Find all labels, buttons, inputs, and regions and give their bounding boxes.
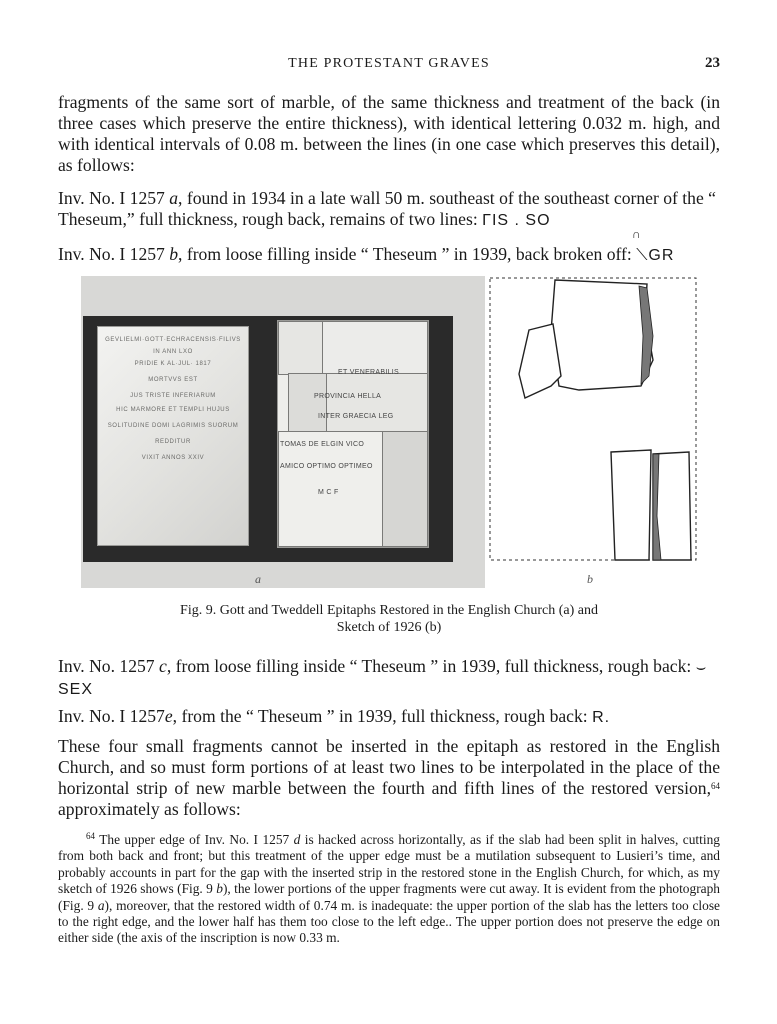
slab-a-line: PRIDIE K AL·JUL· 1817 bbox=[134, 361, 212, 367]
slab-b-line: PROVINCIA HELLA bbox=[314, 393, 382, 400]
inv-b-letter: b bbox=[169, 244, 179, 264]
footnote-number: 64 bbox=[86, 831, 95, 841]
caption-line-1: Fig. 9. Gott and Tweddell Epitaphs Restored in the English Church (a) and bbox=[180, 603, 598, 618]
slab-a-line: VIXIT ANNOS XXIV bbox=[141, 455, 205, 461]
footnote-text: is hacked across horizontally, as if the slab had been split in halves, cutting from both back and front; but this treatment of the upper edge must be a mutilation subsequent to Lusieri’s time, and probably accounts in part for the gap with the inserted strip in the restored stone in the English Church, for which, as my sketch of 1926 shows (Fig. 9 bbox=[58, 832, 720, 897]
sketch-left-fragment bbox=[519, 324, 561, 398]
inv-a-inscription: ΓIS . SO bbox=[482, 212, 551, 229]
slab-b-line: AMICO OPTIMO OPTIMEO bbox=[280, 463, 373, 470]
slab-b-line: INTER GRAECIA LEG bbox=[318, 413, 394, 420]
slab-a-line: SOLITUDINE DOMI LAGRIMIS SUORUM bbox=[107, 423, 239, 429]
footnote-ref: 64 bbox=[711, 781, 720, 791]
slab-a-line: REDDITUR bbox=[155, 439, 191, 445]
inv-e-letter: e bbox=[164, 706, 173, 726]
slab-b-line: TOMAS DE ELGIN VICO bbox=[280, 441, 365, 448]
footnote-text: The upper edge of Inv. No. I 1257 bbox=[95, 832, 294, 847]
inv-b-prefix: Inv. No. I 1257 bbox=[58, 244, 170, 264]
footnote-letter: b bbox=[216, 881, 223, 897]
inv-a-letter: a bbox=[169, 188, 179, 208]
slab-fragment bbox=[326, 373, 428, 433]
figure-9 bbox=[81, 276, 697, 588]
inv-b-inscription: ⟍GR bbox=[636, 247, 675, 264]
slab-b-line: ET VENERABILIS bbox=[338, 369, 399, 376]
footnote-text: ), moreover, that the restored width of 0.74 m. is inadequate: the upper portion of the slab has the letters too close to the right edge, and the lower half has them too close to the left edge.. The upper portion does not preserve the edge on either side (the axis of the inscription is now 0.33 m. bbox=[58, 897, 720, 946]
inv-a-text: , found in 1934 in a late wall 50 m. southeast of the southeast corner of the “ Theseum,” full thickness, rough back, remains of two lines: bbox=[58, 188, 716, 229]
slab-b-line: M C F bbox=[318, 489, 339, 496]
figure-label-b: b bbox=[587, 572, 593, 586]
slab-a-line: MORTVVS EST bbox=[148, 377, 198, 383]
inv-e-inscription: R. bbox=[592, 709, 611, 726]
fragments-paragraph bbox=[58, 736, 720, 820]
inv-a-prefix: Inv. No. I 1257 bbox=[58, 188, 170, 208]
inv-a-mark: ∩ bbox=[632, 227, 641, 241]
inv-e-prefix: Inv. No. I 1257 bbox=[58, 706, 165, 726]
inv-c-letter: c bbox=[159, 656, 167, 676]
fragments-text: These four small fragments cannot be inserted in the epitaph as restored in the English Church, and so must form portions of at least two lines to be interpolated in the place of the horizontal strip of new marble between the fourth and fifth lines of the restored version, bbox=[58, 736, 720, 798]
footnote-text: ), the lower portions of the upper fragments were cut away. It is evident from the photograph (Fig. 9 bbox=[58, 881, 720, 913]
intro-text: fragments of the same sort of marble, of the same thickness and treatment of the back (in three cases which preserve the entire thickness), with identical lettering 0.032 m. high, and with identical intervals of 0.08 m. between the lines (in one case which preserves this detail), as follows: bbox=[58, 92, 720, 175]
slab-fragment bbox=[322, 321, 428, 375]
page-number: 23 bbox=[705, 55, 720, 71]
footnote-letter: d bbox=[293, 832, 301, 847]
figure-label-a: a bbox=[255, 572, 261, 586]
inventory-entry-a bbox=[58, 188, 720, 241]
slab-fragment bbox=[278, 321, 324, 375]
footnote-64 bbox=[58, 832, 720, 947]
fragments-tail: approximately as follows: bbox=[58, 799, 241, 819]
inv-c-inscription: ⌣ SEX bbox=[58, 659, 708, 698]
slab-a-line: GEVLIELMI·GOTT·ECHRACENSIS·FILIVS bbox=[105, 337, 241, 343]
inventory-entry-b bbox=[58, 244, 720, 266]
epitaph-photograph bbox=[81, 276, 485, 588]
inv-c-prefix: Inv. No. 1257 bbox=[58, 656, 159, 676]
sketch-of-1926 bbox=[489, 276, 697, 588]
gott-epitaph-slab bbox=[97, 326, 249, 546]
tweddell-epitaph-slab bbox=[277, 320, 429, 548]
page-header bbox=[58, 56, 720, 78]
inv-b-text: , from loose filling inside “ Theseum ” in 1939, back broken off: bbox=[178, 244, 632, 264]
intro-paragraph bbox=[58, 92, 720, 176]
sketch-upper-fragment bbox=[551, 280, 653, 390]
running-head: THE PROTESTANT GRAVES bbox=[288, 56, 490, 71]
inv-e-text: , from the “ Theseum ” in 1939, full thickness, rough back: bbox=[172, 706, 588, 726]
caption-line-2: Sketch of 1926 (b) bbox=[336, 620, 442, 635]
slab-a-line: HIC MARMORE ET TEMPLI HUJUS bbox=[116, 407, 230, 413]
sketch-lower-left-fragment bbox=[611, 450, 651, 560]
slab-a-line: IN ANN LXO bbox=[153, 349, 193, 355]
inventory-entry-c bbox=[58, 656, 720, 700]
inventory-entry-e bbox=[58, 706, 720, 728]
inv-c-text: , from loose filling inside “ Theseum ” in 1939, full thickness, rough back: bbox=[166, 656, 692, 676]
figure-caption bbox=[58, 602, 720, 636]
footnote-letter: a bbox=[97, 897, 105, 913]
slab-fragment bbox=[288, 373, 328, 433]
sketch-drawing bbox=[489, 276, 697, 588]
slab-a-line: JUS TRISTE INFERIARUM bbox=[130, 393, 216, 399]
